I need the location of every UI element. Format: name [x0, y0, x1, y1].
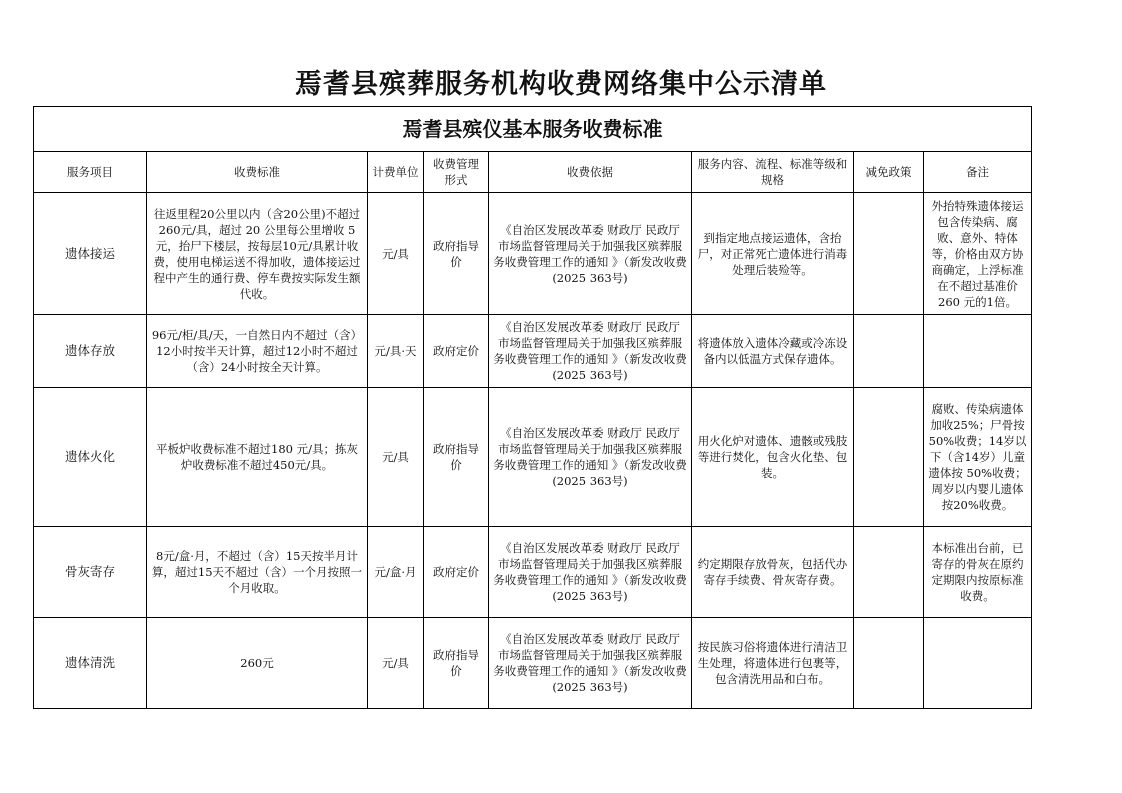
row-management: 政府指导价 — [424, 193, 489, 315]
row-basis: 《自治区发展改革委 财政厅 民政厅 市场监督管理局关于加强我区殡葬服务收费管理工作的通知 》（新发改收费(2025 363号) — [489, 527, 692, 618]
row-item: 遗体火化 — [34, 388, 147, 527]
row-unit: 元/具 — [368, 618, 424, 709]
row-basis: 《自治区发展改革委 财政厅 民政厅 市场监督管理局关于加强我区殡葬服务收费管理工作的通知 》（新发改收费(2025 363号) — [489, 388, 692, 527]
row-exemption — [854, 193, 924, 315]
row-unit: 元/具 — [368, 193, 424, 315]
row-basis: 《自治区发展改革委 财政厅 民政厅 市场监督管理局关于加强我区殡葬服务收费管理工作的通知 》（新发改收费(2025 363号) — [489, 618, 692, 709]
header-exemption: 减免政策 — [854, 152, 924, 193]
table-row — [34, 388, 1032, 527]
row-item: 遗体清洗 — [34, 618, 147, 709]
row-standard: 平板炉收费标准不超过180 元/具；拣灰炉收费标准不超过450元/具。 — [147, 388, 368, 527]
table-row — [34, 315, 1032, 388]
row-management: 政府定价 — [424, 527, 489, 618]
row-unit: 元/具·天 — [368, 315, 424, 388]
row-exemption — [854, 388, 924, 527]
header-standard: 收费标准 — [147, 152, 368, 193]
row-management: 政府定价 — [424, 315, 489, 388]
row-remarks — [924, 315, 1032, 388]
table-row — [34, 193, 1032, 315]
row-exemption — [854, 618, 924, 709]
header-unit: 计费单位 — [368, 152, 424, 193]
row-remarks — [924, 618, 1032, 709]
row-unit: 元/盒·月 — [368, 527, 424, 618]
row-standard: 往返里程20公里以内（含20公里)不超过260元/具，超过 20 公里每公里增收 5元，抬尸下楼层，按每层10元/具累计收费，使用电梯运送不得加收，遗体接运过程中产生的通行费、停车费按实际发生额代收。 — [147, 193, 368, 315]
row-standard: 8元/盒·月，不超过（含）15天按半月计算，超过15天不超过（含）一个月按照一个月收取。 — [147, 527, 368, 618]
row-exemption — [854, 527, 924, 618]
table-subtitle: 焉耆县殡仪基本服务收费标准 — [34, 107, 1032, 152]
row-remarks: 本标准出台前，已寄存的骨灰在原约定期限内按原标准收费。 — [924, 527, 1032, 618]
table-row — [34, 618, 1032, 709]
row-unit: 元/具 — [368, 388, 424, 527]
row-content: 用火化炉对遗体、遗骸或残肢等进行焚化，包含火化垫、包装。 — [692, 388, 854, 527]
header-content: 服务内容、流程、标准等级和规格 — [692, 152, 854, 193]
document-title: 焉耆县殡葬服务机构收费网络集中公示清单 — [295, 69, 827, 100]
row-content: 到指定地点接运遗体，含抬尸，对正常死亡遗体进行消毒处理后装殓等。 — [692, 193, 854, 315]
row-remarks: 外抬特殊遗体接运包含传染病、腐败、意外、特体等，价格由双方协商确定，上浮标准在不超过基准价 260 元的1倍。 — [924, 193, 1032, 315]
row-item: 遗体存放 — [34, 315, 147, 388]
row-content: 约定期限存放骨灰，包括代办寄存手续费、骨灰寄存费。 — [692, 527, 854, 618]
row-standard: 96元/柜/具/天，一自然日内不超过（含）12小时按半天计算，超过12小时不超过（含）24小时按全天计算。 — [147, 315, 368, 388]
header-item: 服务项目 — [34, 152, 147, 193]
row-item: 遗体接运 — [34, 193, 147, 315]
row-exemption — [854, 315, 924, 388]
header-management: 收费管理形式 — [424, 152, 489, 193]
header-basis: 收费依据 — [489, 152, 692, 193]
table-row — [34, 527, 1032, 618]
row-standard: 260元 — [147, 618, 368, 709]
header-remarks: 备注 — [924, 152, 1032, 193]
row-remarks: 腐败、传染病遗体加收25%；尸骨按50%收费；14岁以下（含14岁）儿童遗体按 50%收费；周岁以内婴儿遗体按20%收费。 — [924, 388, 1032, 527]
row-content: 按民族习俗将遗体进行清洁卫生处理，将遗体进行包裹等，包含清洗用品和白布。 — [692, 618, 854, 709]
row-basis: 《自治区发展改革委 财政厅 民政厅 市场监督管理局关于加强我区殡葬服务收费管理工作的通知 》（新发改收费(2025 363号) — [489, 315, 692, 388]
row-content: 将遗体放入遗体冷藏或冷冻设备内以低温方式保存遗体。 — [692, 315, 854, 388]
fee-table — [33, 106, 1032, 709]
header-row — [34, 152, 1032, 193]
row-basis: 《自治区发展改革委 财政厅 民政厅 市场监督管理局关于加强我区殡葬服务收费管理工作的通知 》（新发改收费(2025 363号) — [489, 193, 692, 315]
row-item: 骨灰寄存 — [34, 527, 147, 618]
row-management: 政府指导价 — [424, 388, 489, 527]
row-management: 政府指导价 — [424, 618, 489, 709]
